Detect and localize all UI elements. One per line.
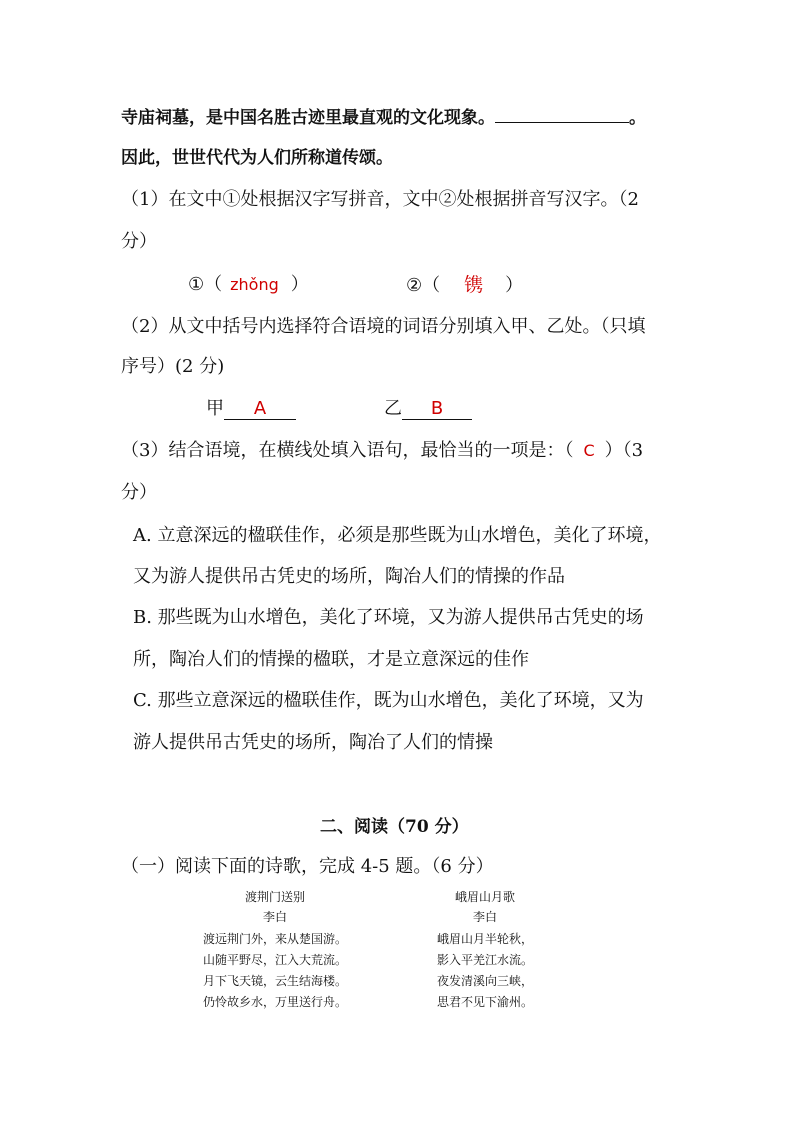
poem-right-author: 李白	[472, 910, 497, 924]
poem-left-line: 仍怜故乡水，万里送行舟。	[202, 995, 347, 1009]
q1-answer-1-value: zhǒng	[230, 275, 279, 294]
question-3-score: ）（3	[604, 440, 644, 461]
question-3-text-cont: 分）	[121, 482, 157, 503]
poem-left-line: 月下飞天镜，云生结海楼。	[202, 974, 347, 988]
q2-jia-answer: A	[224, 399, 296, 420]
question-3-prompt: （3）结合语境，在横线处填入语句，最恰当的一项是：（	[121, 440, 574, 461]
option-c-line-2: 游人提供吊古凭史的场所，陶冶了人们的情操	[133, 732, 493, 753]
q2-answer-yi	[384, 397, 472, 421]
question-3-text	[121, 439, 643, 463]
option-a-line-1: A. 立意深远的楹联佳作，必须是那些既为山水增色，美化了环境，	[133, 525, 662, 546]
section-subheading: （一）阅读下面的诗歌，完成 4-5 题。（6 分）	[121, 856, 494, 877]
q2-jia-label: 甲	[206, 398, 224, 419]
question-1-text: （1）在文中①处根据汉字写拼音，文中②处根据拼音写汉字。（2	[121, 189, 639, 210]
passage-period: 。	[629, 108, 646, 128]
poem-right-title: 峨眉山月歌	[454, 890, 515, 904]
poem-left-title: 渡荆门送别	[244, 890, 305, 904]
question-1-text-cont: 分）	[121, 231, 157, 252]
fill-blank-line	[495, 106, 629, 123]
passage-line-2: 因此，世世代代为人们所称道传颂。	[121, 148, 393, 168]
q1-answer-2	[406, 273, 523, 298]
poem-left-line: 山随平野尽，江入大荒流。	[202, 953, 347, 967]
poem-right-line: 峨眉山月半轮秋，	[436, 932, 533, 946]
q1-answer-2-value: 镌	[464, 274, 484, 296]
q3-answer: C	[583, 441, 595, 460]
option-a-line-2: 又为游人提供吊古凭史的场所，陶冶人们的情操的作品	[133, 566, 565, 587]
q2-yi-label: 乙	[384, 398, 402, 419]
question-2-text-cont: 序号）(2 分)	[121, 356, 225, 377]
q1-answer-1	[188, 273, 309, 297]
question-2-text: （2）从文中括号内选择符合语境的词语分别填入甲、乙处。（只填	[121, 316, 646, 337]
q1-answer-2-close: ）	[505, 275, 524, 296]
passage-line-1	[121, 106, 646, 130]
section-heading: 二、阅读（70 分）	[320, 817, 469, 837]
poem-right-line: 夜发清溪向三峡，	[436, 974, 533, 988]
option-b-line-2: 所，陶冶人们的情操的楹联，才是立意深远的佳作	[133, 649, 529, 670]
option-b-line-1: B. 那些既为山水增色，美化了环境，又为游人提供吊古凭史的场	[133, 607, 644, 628]
passage-text: 寺庙祠墓，是中国名胜古迹里最直观的文化现象。	[121, 108, 495, 128]
q2-answer-jia	[206, 397, 296, 421]
option-c-line-1: C. 那些立意深远的楹联佳作，既为山水增色，美化了环境，又为	[133, 690, 644, 711]
q1-answer-2-label: ②（	[406, 275, 441, 296]
q1-answer-1-close: ）	[290, 274, 309, 295]
q1-answer-1-label: ①（	[188, 274, 223, 295]
poem-left-line: 渡远荆门外，来从楚国游。	[202, 932, 347, 946]
poem-right-line: 影入平羌江水流。	[436, 953, 533, 967]
q2-yi-answer: B	[402, 399, 472, 420]
poem-left-author: 李白	[262, 910, 287, 924]
poem-right-line: 思君不见下渝州。	[436, 995, 533, 1009]
